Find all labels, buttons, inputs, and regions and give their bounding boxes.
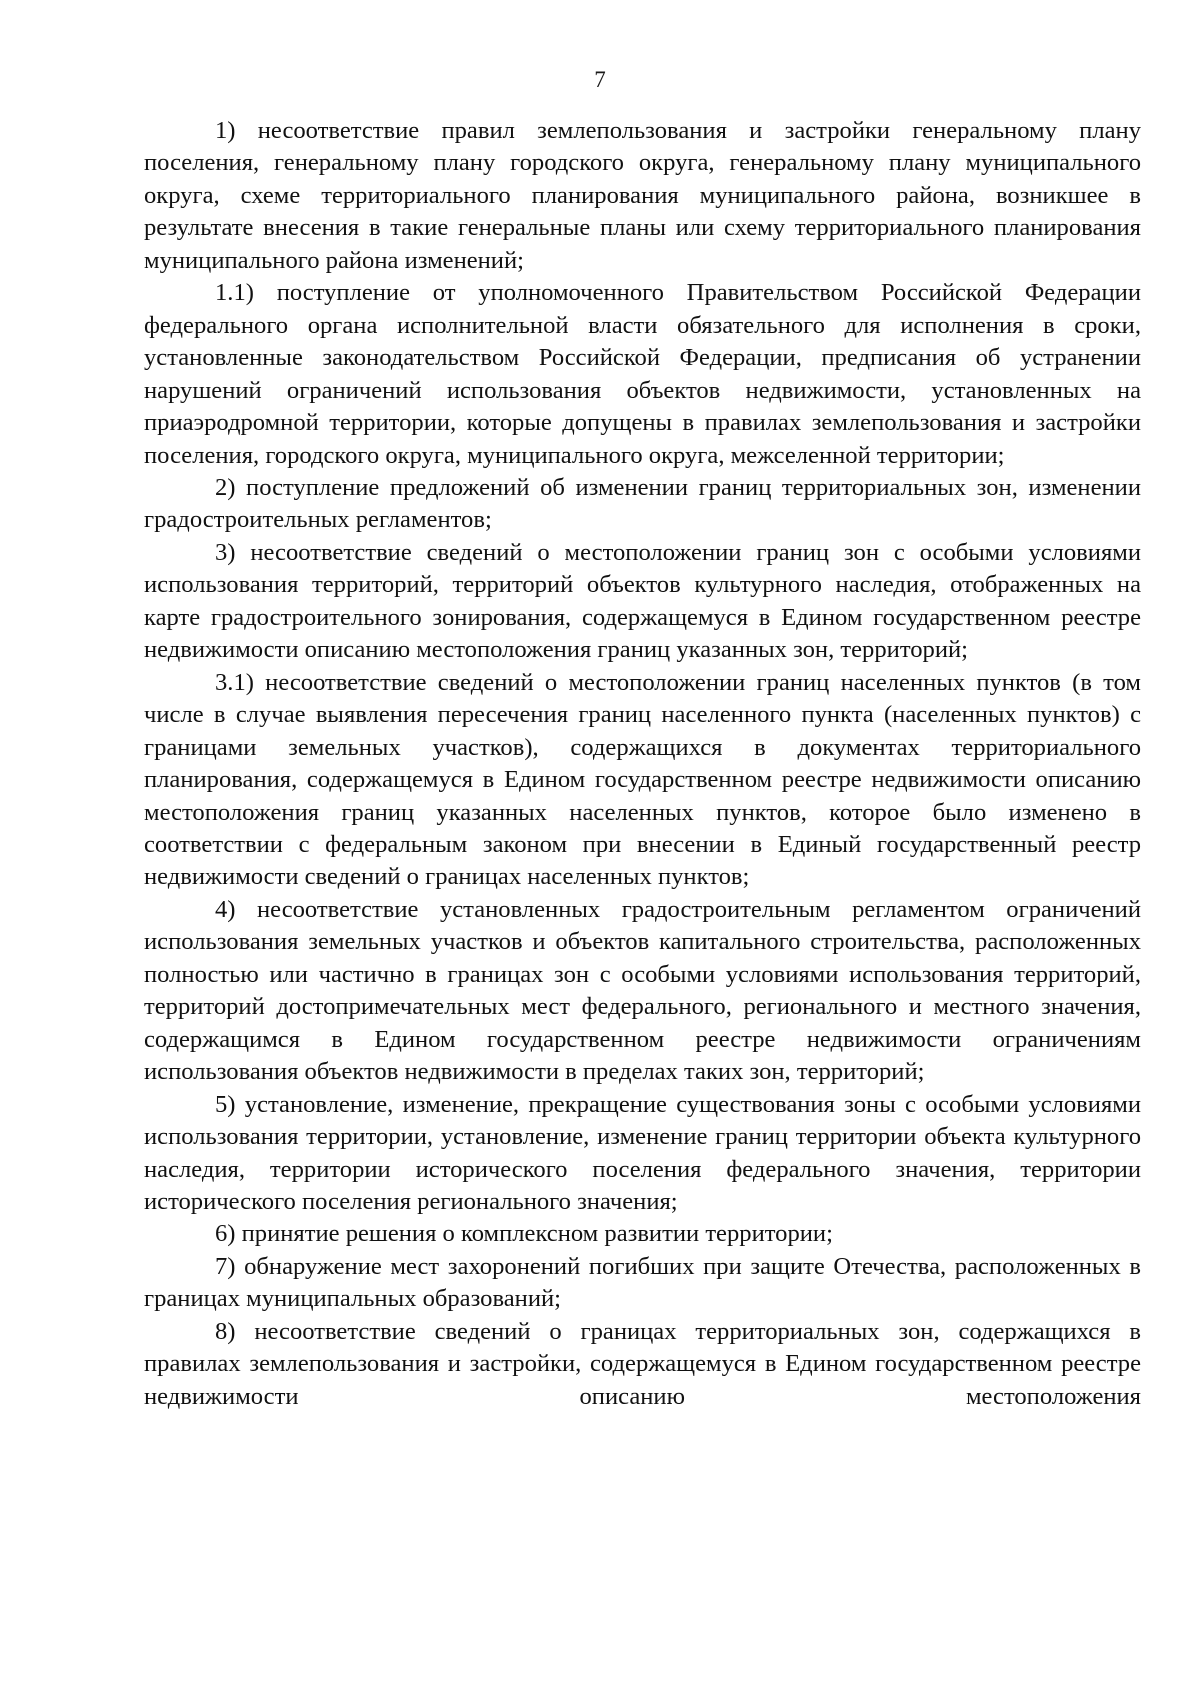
paragraph-item-7: 7) обнаружение мест захоронений погибших при защите Отечества, расположенных в границах муниципальных образований;: [144, 1252, 1141, 1313]
paragraph-item-1: 1) несоответствие правил землепользования и застройки генеральному плану поселения, генеральному плану городского округа, генеральному плану муниципального округа, схеме территориального планирования муниципального района, возникшее в результате внесения в такие генеральные планы или схему территориального планирования муниципального района изменений;: [144, 117, 1141, 274]
document-body: [144, 115, 1141, 1413]
paragraph-item-2: 2) поступление предложений об изменении границ территориальных зон, изменении градостроительных регламентов;: [144, 473, 1141, 534]
page-number: 7: [594, 67, 606, 92]
paragraph-item-4: 4) несоответствие установленных градостроительным регламентом ограничений использования земельных участков и объектов капитального строительства, расположенных полностью или частично в границах зон с особыми условиями использования территорий, территорий достопримечательных мест федерального, регионального и местного значения, содержащимся в Едином государственном реестре недвижимости ограничениям использования объектов недвижимости в пределах таких зон, территорий;: [144, 895, 1141, 1086]
paragraph-item-8: 8) несоответствие сведений о границах территориальных зон, содержащихся в правилах землепользования и застройки, содержащемуся в Едином государственном реестре недвижимости описанию местоположения: [144, 1317, 1141, 1410]
paragraph-item-1-1: 1.1) поступление от уполномоченного Правительством Российской Федерации федерального органа исполнительной власти обязательного для исполнения в сроки, установленные законодательством Российской Федерации, предписания об устранении нарушений ограничений использования объектов недвижимости, установленных на приаэродромной территории, которые допущены в правилах землепользования и застройки поселения, городского округа, муниципального округа, межселенной территории;: [144, 279, 1141, 469]
paragraph-item-6: 6) принятие решения о комплексном развитии территории;: [215, 1220, 833, 1248]
paragraph-item-5: 5) установление, изменение, прекращение существования зоны с особыми условиями использования территории, установление, изменение границ территории объекта культурного наследия, территории исторического поселения федерального значения, территории исторического поселения регионального значения;: [144, 1090, 1141, 1215]
paragraph-item-3-1: 3.1) несоответствие сведений о местоположении границ населенных пунктов (в том числе в случае выявления пересечения границ населенного пункта (населенных пунктов) с границами земельных участков), содержащихся в документах территориального планирования, содержащемуся в Едином государственном реестре недвижимости описанию местоположения границ указанных населенных пунктов, которое было изменено в соответствии с федеральным законом при внесении в Единый государственный реестр недвижимости сведений о границах населенных пунктов;: [144, 668, 1141, 891]
paragraph-item-3: 3) несоответствие сведений о местоположении границ зон с особыми условиями использования территорий, территорий объектов культурного наследия, отображенных на карте градостроительного зонирования, содержащемуся в Едином государственном реестре недвижимости описанию местоположения границ указанных зон, территорий;: [144, 538, 1141, 664]
